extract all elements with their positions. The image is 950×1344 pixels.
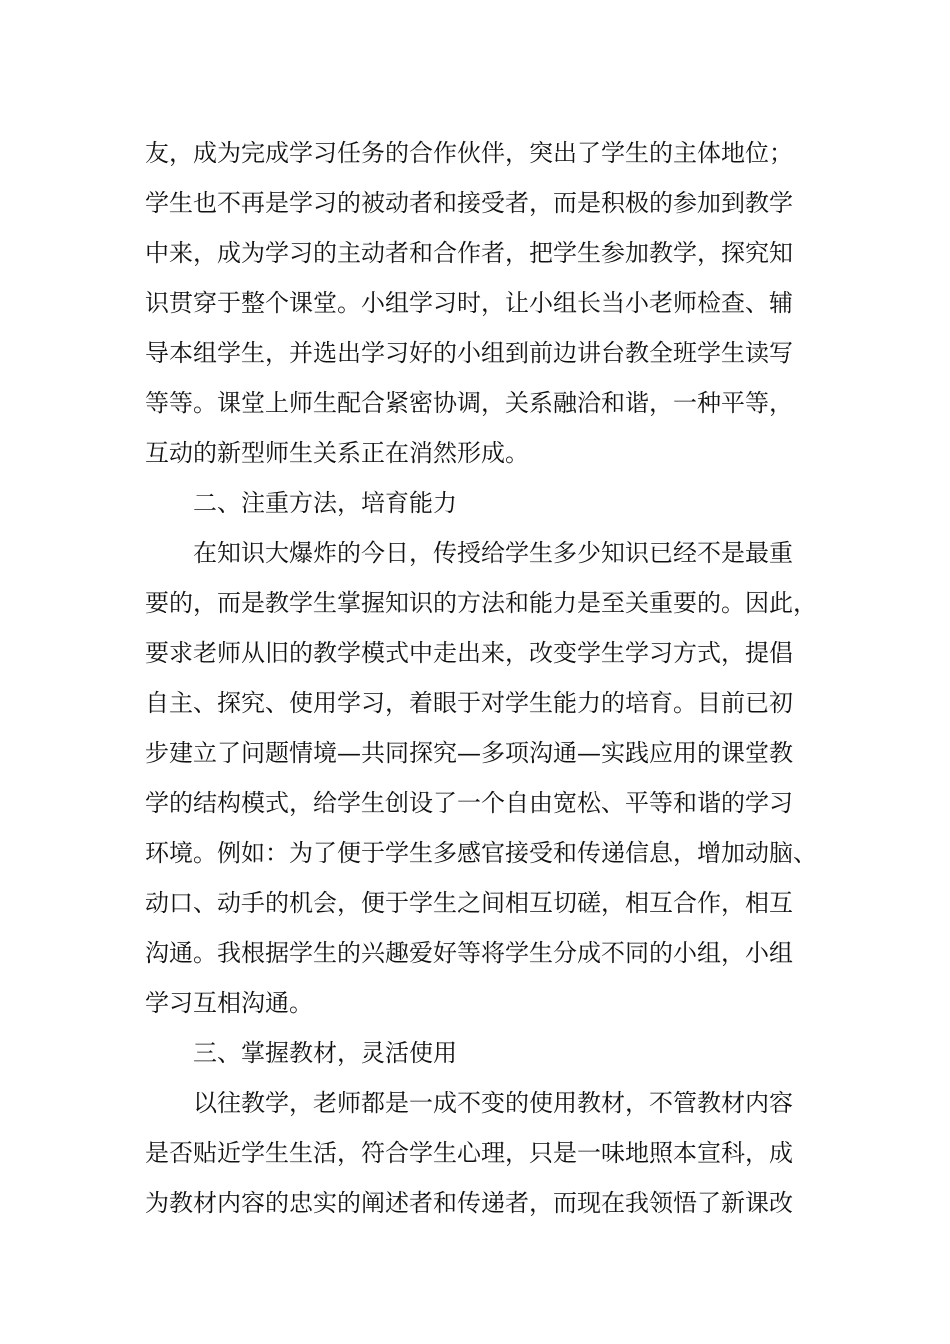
text-line: 学习互相沟通。 — [145, 989, 313, 1017]
text-line: 要求老师从旧的教学模式中走出来，改变学生学习方式，提倡 — [145, 639, 793, 667]
text-line: 以往教学，老师都是一成不变的使用教材，不管教材内容 — [193, 1089, 793, 1117]
text-line: 等等。课堂上师生配合紧密协调，关系融洽和谐，一种平等， — [145, 389, 793, 417]
section-heading: 二、注重方法，培育能力 — [193, 489, 457, 517]
text-line: 自主、探究、使用学习，着眼于对学生能力的培育。目前已初 — [145, 689, 793, 717]
text-line: 互动的新型师生关系正在消然形成。 — [145, 439, 529, 467]
section-heading: 三、掌握教材，灵活使用 — [193, 1039, 457, 1067]
text-line: 导本组学生，并选出学习好的小组到前边讲台教全班学生读写 — [145, 339, 793, 367]
text-line: 学的结构模式，给学生创设了一个自由宽松、平等和谐的学习 — [145, 789, 793, 817]
text-line: 友，成为完成学习任务的合作伙伴，突出了学生的主体地位； — [145, 139, 793, 167]
text-line: 在知识大爆炸的今日，传授给学生多少知识已经不是最重 — [193, 539, 793, 567]
text-line: 要的，而是教学生掌握知识的方法和能力是至关重要的。因此， — [145, 589, 817, 617]
text-line: 是否贴近学生生活，符合学生心理，只是一味地照本宣科，成 — [145, 1139, 793, 1167]
text-line: 环境。例如：为了便于学生多感官接受和传递信息，增加动脑、 — [145, 839, 817, 867]
text-line: 识贯穿于整个课堂。小组学习时，让小组长当小老师检查、辅 — [145, 289, 793, 317]
text-line: 动口、动手的机会，便于学生之间相互切磋，相互合作，相互 — [145, 889, 793, 917]
text-line: 为教材内容的忠实的阐述者和传递者，而现在我领悟了新课改 — [145, 1189, 793, 1217]
text-line: 步建立了问题情境—共同探究—多项沟通—实践应用的课堂教 — [145, 739, 793, 767]
text-line: 中来，成为学习的主动者和合作者，把学生参加教学，探究知 — [145, 239, 793, 267]
text-line: 沟通。我根据学生的兴趣爱好等将学生分成不同的小组，小组 — [145, 939, 793, 967]
body-text — [145, 128, 825, 1228]
text-line: 学生也不再是学习的被动者和接受者，而是积极的参加到教学 — [145, 189, 793, 217]
